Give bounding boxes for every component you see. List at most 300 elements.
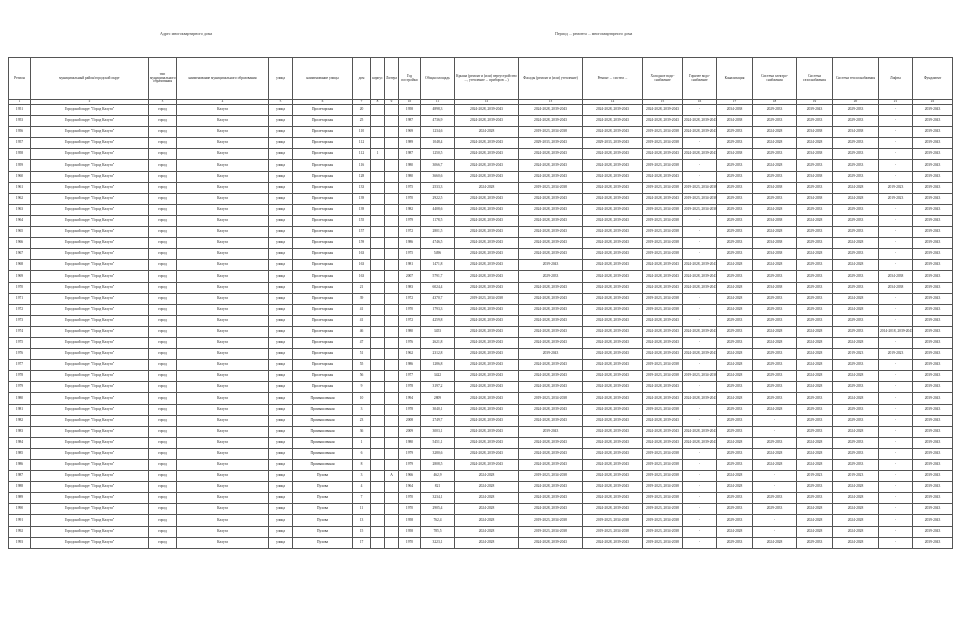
- table-cell: 2019-2023, 2034-2038: [583, 526, 643, 537]
- table-cell: 2019-2023, 2034-2038: [643, 504, 683, 515]
- table-cell: 2029-2033: [833, 271, 879, 282]
- table-row: [9, 304, 953, 315]
- table-cell: 2024-2028, 2039-2043: [643, 349, 683, 360]
- table-cell: 2029-2033: [797, 182, 833, 193]
- table-cell: улица: [269, 193, 293, 204]
- table-cell: 2024-2028, 2039-2043: [583, 105, 643, 116]
- table-cell: 3: [353, 471, 371, 482]
- column-number: 21: [879, 100, 913, 105]
- table-cell: 1991: [9, 515, 31, 526]
- table-cell: 159: [353, 238, 371, 249]
- table-cell: 2024-2028: [753, 127, 797, 138]
- table-cell: -: [879, 337, 913, 348]
- table-cell: 2024-2028, 2039-2043: [583, 471, 643, 482]
- column-header: муниципальный район/городской округ: [31, 58, 149, 100]
- table-row: [9, 227, 953, 238]
- table-cell: 2019-2023: [879, 193, 913, 204]
- table-cell: улица: [269, 293, 293, 304]
- column-number: 9: [385, 100, 399, 105]
- table-cell: -: [753, 515, 797, 526]
- table-cell: 2029-2033: [833, 138, 879, 149]
- table-cell: 2039-2043: [913, 349, 953, 360]
- table-cell: 2024-2028, 2039-2043: [455, 415, 519, 426]
- table-cell: 2019-2023, 2034-2038: [643, 471, 683, 482]
- table-cell: 2029-2033: [797, 271, 833, 282]
- table-cell: 2039-2043: [913, 315, 953, 326]
- table-cell: 2039-2043: [913, 304, 953, 315]
- table-cell: [385, 105, 399, 116]
- table-cell: 2019-2023, 2034-2038: [643, 515, 683, 526]
- table-cell: 2024-2028, 2039-2043: [683, 260, 717, 271]
- table-cell: 2024-2028, 2039-2043: [583, 249, 643, 260]
- table-cell: [371, 482, 385, 493]
- table-cell: город: [149, 282, 177, 293]
- table-cell: улица: [269, 460, 293, 471]
- table-cell: -: [879, 426, 913, 437]
- table-cell: [385, 260, 399, 271]
- table-cell: город: [149, 448, 177, 459]
- table-cell: Городской округ "Город Калуга": [31, 337, 149, 348]
- table-cell: 2024-2028, 2039-2043: [683, 116, 717, 127]
- table-cell: 4736,9: [421, 116, 455, 127]
- table-cell: 2029-2033: [797, 160, 833, 171]
- column-header: наименование муниципального образования: [177, 58, 269, 100]
- table-cell: [385, 182, 399, 193]
- table-cell: 3234,1: [421, 493, 455, 504]
- table-cell: Городской округ "Город Калуга": [31, 215, 149, 226]
- table-cell: А: [385, 471, 399, 482]
- table-cell: 139: [353, 204, 371, 215]
- table-cell: 2039-2043: [913, 238, 953, 249]
- table-cell: [385, 271, 399, 282]
- table-cell: 2029-2033: [717, 404, 753, 415]
- table-cell: 1986: [399, 238, 421, 249]
- table-row: [9, 437, 953, 448]
- table-cell: -: [879, 360, 913, 371]
- table-cell: улица: [269, 271, 293, 282]
- table-cell: 2024-2028: [833, 337, 879, 348]
- table-cell: 2024-2028: [455, 482, 519, 493]
- table-cell: 2024-2028, 2039-2043: [455, 360, 519, 371]
- table-cell: 2029-2033: [753, 293, 797, 304]
- table-cell: 2024-2028: [797, 460, 833, 471]
- table-cell: улица: [269, 215, 293, 226]
- table-cell: Пухова: [293, 537, 353, 548]
- table-cell: 2024-2028: [717, 260, 753, 271]
- table-cell: 4259,8: [421, 315, 455, 326]
- table-cell: Промышленная: [293, 415, 353, 426]
- table-cell: 2024-2028, 2039-2043: [583, 282, 643, 293]
- table-cell: 2024-2028: [717, 282, 753, 293]
- table-cell: [371, 371, 385, 382]
- table-cell: 2039-2043: [913, 227, 953, 238]
- table-cell: 2024-2028: [833, 482, 879, 493]
- table-cell: 2024-2028, 2039-2043: [683, 326, 717, 337]
- table-cell: 2019-2023, 2034-2038: [643, 371, 683, 382]
- table-cell: 1958: [399, 526, 421, 537]
- table-cell: Городской округ "Город Калуга": [31, 260, 149, 271]
- table-cell: 2024-2028: [455, 504, 519, 515]
- table-cell: 2024-2028, 2039-2043: [455, 105, 519, 116]
- table-cell: улица: [269, 116, 293, 127]
- table-cell: 2029-2033: [797, 227, 833, 238]
- table-cell: 1953: [9, 116, 31, 127]
- table-cell: город: [149, 415, 177, 426]
- table-row: [9, 260, 953, 271]
- table-cell: 2024-2028: [717, 371, 753, 382]
- table-cell: 2024-2028, 2039-2043: [583, 460, 643, 471]
- table-cell: 2809: [421, 393, 455, 404]
- table-cell: 2024-2028, 2039-2043: [519, 537, 583, 548]
- table-cell: 2024-2028, 2039-2043: [455, 315, 519, 326]
- table-cell: 2007: [399, 271, 421, 282]
- table-cell: улица: [269, 282, 293, 293]
- table-cell: -: [683, 460, 717, 471]
- table-cell: [371, 504, 385, 515]
- table-cell: 2024-2028: [833, 515, 879, 526]
- table-cell: 2039-2043: [913, 138, 953, 149]
- table-cell: город: [149, 260, 177, 271]
- table-cell: 2024-2028: [833, 182, 879, 193]
- table-cell: Пролетарская: [293, 304, 353, 315]
- table-cell: 2024-2028, 2039-2043: [643, 149, 683, 160]
- table-cell: -: [753, 415, 797, 426]
- table-cell: 2029-2033: [753, 371, 797, 382]
- table-row: [9, 282, 953, 293]
- table-cell: 5791,7: [421, 271, 455, 282]
- table-cell: 2039-2043: [913, 360, 953, 371]
- table-cell: 17: [353, 537, 371, 548]
- table-cell: Пролетарская: [293, 271, 353, 282]
- table-cell: 2922,5: [421, 193, 455, 204]
- table-cell: 1962: [399, 349, 421, 360]
- table-cell: 2029-2033: [717, 193, 753, 204]
- table-cell: 2019-2023, 2034-2038: [643, 138, 683, 149]
- table-row: [9, 127, 953, 138]
- table-cell: 2029-2033: [717, 271, 753, 282]
- table-cell: 1974: [9, 326, 31, 337]
- table-cell: -: [879, 404, 913, 415]
- table-cell: город: [149, 171, 177, 182]
- address-group-caption: Адрес многоквартирного дома: [160, 31, 213, 36]
- table-cell: [371, 260, 385, 271]
- table-cell: -: [879, 515, 913, 526]
- table-cell: Калуга: [177, 371, 269, 382]
- table-cell: -: [683, 493, 717, 504]
- table-cell: -: [683, 293, 717, 304]
- table-cell: 2024-2028, 2039-2043: [683, 426, 717, 437]
- table-cell: 2024-2028, 2039-2043: [519, 415, 583, 426]
- table-cell: 821: [421, 482, 455, 493]
- table-cell: 2029-2033: [833, 105, 879, 116]
- table-cell: Пролетарская: [293, 282, 353, 293]
- table-row: [9, 471, 953, 482]
- table-cell: [371, 127, 385, 138]
- column-number: 15: [643, 100, 683, 105]
- table-cell: 2029-2033: [717, 315, 753, 326]
- table-cell: улица: [269, 105, 293, 116]
- table-row: [9, 415, 953, 426]
- column-header: Крыша (ремонт и (или) переустройство ..., утепление ... приборов ...): [455, 58, 519, 100]
- table-cell: 1970: [399, 304, 421, 315]
- table-cell: 1980: [399, 437, 421, 448]
- table-cell: Городской округ "Город Калуга": [31, 504, 149, 515]
- table-cell: улица: [269, 349, 293, 360]
- table-cell: город: [149, 182, 177, 193]
- table-cell: 1986: [9, 460, 31, 471]
- table-cell: Городской округ "Город Калуга": [31, 293, 149, 304]
- table-cell: 1178,5: [421, 215, 455, 226]
- table-cell: город: [149, 349, 177, 360]
- column-number: 13: [519, 100, 583, 105]
- table-cell: 1958: [399, 515, 421, 526]
- table-cell: -: [683, 238, 717, 249]
- table-cell: 2024-2028, 2039-2043: [583, 360, 643, 371]
- column-number: 12: [455, 100, 519, 105]
- table-cell: 2024-2028: [753, 404, 797, 415]
- table-cell: -: [683, 171, 717, 182]
- table-cell: -: [753, 471, 797, 482]
- table-cell: 2029-2033: [833, 204, 879, 215]
- table-cell: 2029-2033: [833, 437, 879, 448]
- table-cell: Городской округ "Город Калуга": [31, 171, 149, 182]
- table-cell: 55: [353, 360, 371, 371]
- table-cell: [385, 282, 399, 293]
- table-cell: 2024-2028, 2039-2043: [519, 382, 583, 393]
- table-cell: 47: [353, 337, 371, 348]
- table-cell: город: [149, 382, 177, 393]
- table-cell: 2029-2033: [717, 204, 753, 215]
- table-cell: 2024-2028, 2039-2043: [519, 326, 583, 337]
- table-cell: Пролетарская: [293, 182, 353, 193]
- table-cell: [385, 393, 399, 404]
- table-row: [9, 426, 953, 437]
- table-cell: Городской округ "Город Калуга": [31, 149, 149, 160]
- table-cell: 112: [353, 138, 371, 149]
- table-cell: 2024-2028: [753, 160, 797, 171]
- column-number: 1: [9, 100, 31, 105]
- table-cell: 15: [353, 526, 371, 537]
- table-cell: 2024-2028: [833, 393, 879, 404]
- table-cell: 2029-2033: [833, 149, 879, 160]
- table-cell: 2029-2033: [717, 515, 753, 526]
- column-header: Ремонт ... систем ...: [583, 58, 643, 100]
- table-cell: 2034-2038: [797, 193, 833, 204]
- table-cell: Калуга: [177, 282, 269, 293]
- table-cell: Калуга: [177, 138, 269, 149]
- table-cell: 116: [353, 160, 371, 171]
- table-cell: 36: [353, 426, 371, 437]
- table-cell: 1975: [399, 182, 421, 193]
- table-cell: 2019-2023: [797, 471, 833, 482]
- table-cell: -: [879, 537, 913, 548]
- table-cell: 2029-2033: [833, 415, 879, 426]
- table-cell: [371, 227, 385, 238]
- table-cell: 2029-2033: [753, 360, 797, 371]
- table-cell: Пухова: [293, 471, 353, 482]
- table-cell: город: [149, 460, 177, 471]
- table-cell: 2024-2028, 2039-2043: [519, 360, 583, 371]
- table-cell: 41: [353, 315, 371, 326]
- table-cell: 2029-2033: [833, 282, 879, 293]
- column-number: 2: [31, 100, 149, 105]
- table-cell: [371, 515, 385, 526]
- table-cell: 2024-2028: [753, 326, 797, 337]
- table-cell: 2039-2043: [913, 482, 953, 493]
- table-cell: Пролетарская: [293, 293, 353, 304]
- table-cell: 2029-2033: [717, 215, 753, 226]
- table-cell: Городской округ "Город Калуга": [31, 238, 149, 249]
- table-cell: 2029-2033: [833, 315, 879, 326]
- table-cell: Калуга: [177, 415, 269, 426]
- table-cell: -: [879, 304, 913, 315]
- table-cell: 2029-2033: [519, 271, 583, 282]
- table-cell: Пролетарская: [293, 371, 353, 382]
- table-cell: -: [879, 471, 913, 482]
- table-cell: 3003,1: [421, 426, 455, 437]
- table-cell: 2024-2028, 2039-2043: [519, 215, 583, 226]
- table-cell: 1969: [9, 271, 31, 282]
- table-cell: 2312,8: [421, 349, 455, 360]
- table-cell: 2029-2033: [717, 238, 753, 249]
- table-cell: 2024-2028: [753, 448, 797, 459]
- table-cell: 2024-2028, 2039-2043: [455, 193, 519, 204]
- table-row: [9, 337, 953, 348]
- table-cell: Пролетарская: [293, 260, 353, 271]
- column-header: Общая площадь: [421, 58, 455, 100]
- table-cell: город: [149, 249, 177, 260]
- table-cell: улица: [269, 171, 293, 182]
- table-cell: Калуга: [177, 238, 269, 249]
- table-cell: 2019-2023: [879, 349, 913, 360]
- column-header: корпус: [371, 58, 385, 100]
- table-cell: 2019-2023, 2034-2038: [683, 371, 717, 382]
- table-cell: -: [683, 482, 717, 493]
- table-cell: 2019-2023, 2034-2038: [643, 482, 683, 493]
- table-cell: 25: [353, 116, 371, 127]
- table-cell: 2029-2033: [717, 493, 753, 504]
- table-cell: [371, 105, 385, 116]
- table-cell: 1978: [9, 371, 31, 382]
- table-cell: Городской округ "Город Калуга": [31, 537, 149, 548]
- table-cell: улица: [269, 526, 293, 537]
- table-cell: 2029-2033: [717, 138, 753, 149]
- table-cell: 1981: [399, 260, 421, 271]
- table-cell: 2034-2038: [797, 127, 833, 138]
- table-cell: 2008: [399, 415, 421, 426]
- column-number: 18: [753, 100, 797, 105]
- table-cell: -: [879, 105, 913, 116]
- table-cell: 4: [353, 482, 371, 493]
- table-cell: -: [879, 127, 913, 138]
- table-cell: 2029-2033: [717, 460, 753, 471]
- table-cell: Городской округ "Город Калуга": [31, 404, 149, 415]
- table-cell: 2024-2028, 2039-2043: [643, 337, 683, 348]
- table-cell: [385, 437, 399, 448]
- table-cell: 2024-2028, 2039-2043: [583, 482, 643, 493]
- column-header: Система газоснабжения: [797, 58, 833, 100]
- table-cell: 2039-2043: [913, 193, 953, 204]
- table-cell: -: [683, 504, 717, 515]
- table-cell: Калуга: [177, 426, 269, 437]
- column-header: Год постройки: [399, 58, 421, 100]
- table-cell: 2024-2028: [797, 526, 833, 537]
- table-cell: 2024-2028, 2039-2043: [583, 315, 643, 326]
- table-cell: [371, 349, 385, 360]
- table-cell: Пухова: [293, 515, 353, 526]
- table-cell: -: [683, 382, 717, 393]
- table-cell: 2029-2033: [797, 204, 833, 215]
- table-cell: Калуга: [177, 393, 269, 404]
- table-cell: [371, 437, 385, 448]
- table-cell: -: [683, 404, 717, 415]
- table-cell: 2024-2028, 2039-2043: [583, 293, 643, 304]
- table-cell: [385, 304, 399, 315]
- table-cell: 3280,6: [421, 448, 455, 459]
- table-cell: город: [149, 537, 177, 548]
- table-cell: Городской округ "Город Калуга": [31, 326, 149, 337]
- table-cell: Калуга: [177, 260, 269, 271]
- table-cell: 3223,1: [421, 537, 455, 548]
- table-cell: Пролетарская: [293, 138, 353, 149]
- table-cell: 2039-2043: [913, 116, 953, 127]
- table-cell: 2024-2028, 2039-2043: [455, 404, 519, 415]
- table-cell: [371, 537, 385, 548]
- table-cell: [371, 526, 385, 537]
- table-cell: -: [683, 526, 717, 537]
- table-cell: 2024-2028, 2039-2043: [519, 193, 583, 204]
- table-cell: [385, 116, 399, 127]
- table-cell: 2024-2028, 2039-2043: [583, 215, 643, 226]
- table-row: [9, 160, 953, 171]
- table-cell: улица: [269, 149, 293, 160]
- table-cell: 2024-2028, 2039-2043: [455, 215, 519, 226]
- table-cell: 163: [353, 249, 371, 260]
- table-cell: Городской округ "Город Калуга": [31, 282, 149, 293]
- table-row: [9, 105, 953, 116]
- table-cell: улица: [269, 160, 293, 171]
- table-cell: 2019-2023, 2034-2038: [683, 182, 717, 193]
- column-header: Фундамент: [913, 58, 953, 100]
- table-cell: 2029-2033: [833, 460, 879, 471]
- table-row: [9, 504, 953, 515]
- table-cell: 2024-2028: [833, 238, 879, 249]
- table-cell: [385, 249, 399, 260]
- table-cell: 2029-2033: [833, 360, 879, 371]
- table-cell: 1972: [9, 304, 31, 315]
- table-cell: [371, 171, 385, 182]
- table-cell: 2029-2033: [753, 437, 797, 448]
- table-cell: 1965: [9, 227, 31, 238]
- table-cell: 2024-2028, 2039-2043: [519, 160, 583, 171]
- table-cell: [385, 515, 399, 526]
- table-cell: 2019-2023, 2034-2038: [643, 227, 683, 238]
- table-cell: 39: [353, 293, 371, 304]
- table-cell: 3660,6: [421, 171, 455, 182]
- table-cell: -: [879, 227, 913, 238]
- table-cell: [371, 426, 385, 437]
- table-cell: 2024-2028: [797, 382, 833, 393]
- table-cell: улица: [269, 238, 293, 249]
- table-row: [9, 393, 953, 404]
- table-cell: 2024-2028: [455, 493, 519, 504]
- table-cell: 2024-2028, 2039-2043: [583, 127, 643, 138]
- table-cell: 2024-2028, 2039-2043: [455, 382, 519, 393]
- table-cell: 2029-2033: [717, 504, 753, 515]
- table-cell: [385, 371, 399, 382]
- table-cell: 2019-2023, 2034-2038: [643, 238, 683, 249]
- table-cell: 2029-2033: [753, 105, 797, 116]
